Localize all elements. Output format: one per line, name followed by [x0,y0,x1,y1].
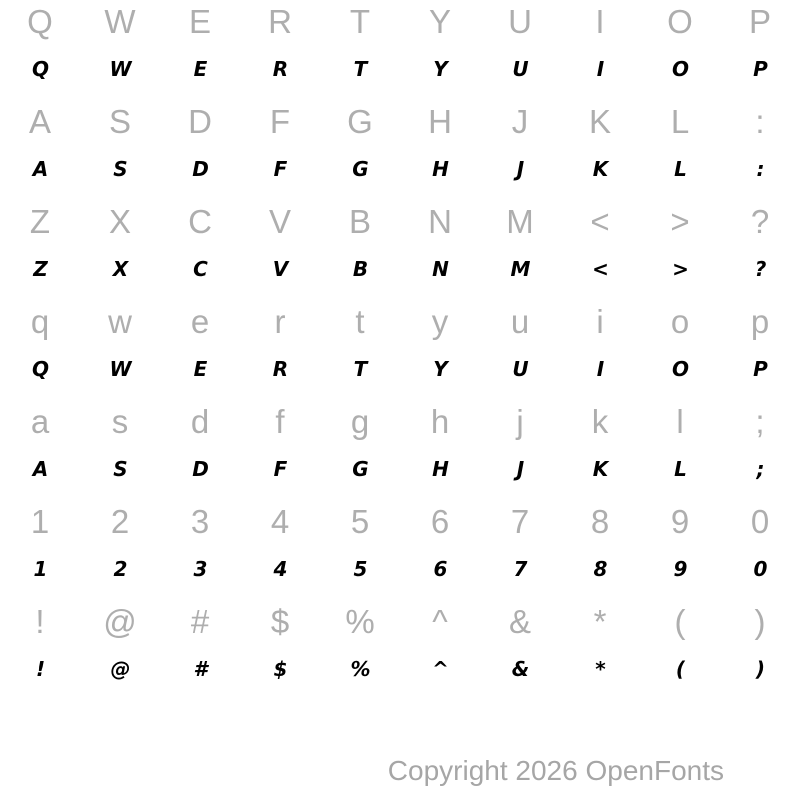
display-glyph-char: 3 [193,557,207,581]
display-glyph-char: L [674,157,686,181]
reference-row-digits [0,500,800,550]
reference-char: H [428,103,452,140]
reference-char: j [516,403,524,440]
display-glyph-char: R [272,357,288,381]
display-glyph-char: 1 [33,557,47,581]
reference-char: R [268,3,292,40]
reference-char: h [430,403,450,440]
display-glyph-char: * [595,657,605,681]
reference-char: I [595,3,605,40]
reference-row-lowercase-top [0,300,800,350]
reference-char: J [511,103,529,140]
display-glyph-char: S [113,157,127,181]
reference-char: 4 [270,503,290,540]
display-glyph-char: R [272,57,288,81]
reference-char: Z [29,203,51,240]
display-glyph-char: F [273,457,287,481]
reference-char: ) [754,603,766,640]
reference-row-uppercase-bottom [0,200,800,250]
display-glyph-char: 0 [753,557,767,581]
reference-char: > [670,203,690,240]
reference-char: V [268,203,291,240]
reference-char: # [190,603,210,640]
reference-char: P [748,3,771,40]
display-glyph-row-uppercase-top [0,50,800,100]
reference-char: 6 [430,503,450,540]
reference-char: y [431,303,449,340]
reference-char: ? [750,203,770,240]
display-glyph-char: & [511,657,529,681]
display-glyph-char: K [592,157,608,181]
reference-char: 5 [350,503,370,540]
display-glyph-char: Z [33,257,47,281]
reference-char: w [108,303,132,340]
display-glyph-char: # [193,657,207,681]
reference-char: Y [428,3,451,40]
reference-char: N [428,203,452,240]
display-glyph-char: @ [110,657,130,681]
display-glyph-char: Y [433,357,447,381]
reference-char: ^ [432,603,448,640]
display-glyph-row-lowercase-home [0,450,800,500]
display-glyph-char: T [353,57,367,81]
reference-char: f [275,403,285,440]
display-glyph-char: : [756,157,764,181]
display-glyph-char: > [672,257,688,281]
reference-char: O [667,3,693,40]
reference-char: p [750,303,770,340]
reference-char: L [670,103,690,140]
reference-char: X [108,203,131,240]
reference-char: o [670,303,690,340]
display-glyph-row-uppercase-home [0,150,800,200]
display-glyph-char: T [353,357,367,381]
display-glyph-char: % [350,657,370,681]
display-glyph-char: U [512,357,528,381]
display-glyph-char: D [192,457,208,481]
reference-char: s [111,403,129,440]
reference-char: % [345,603,375,640]
reference-row-lowercase-home [0,400,800,450]
display-glyph-char: O [671,57,688,81]
display-glyph-char: $ [273,657,287,681]
display-glyph-char: G [352,457,368,481]
display-glyph-char: ! [35,657,45,681]
display-glyph-char: X [112,257,128,281]
display-glyph-char: P [753,57,767,81]
reference-char: 2 [110,503,130,540]
display-glyph-char: Q [31,57,48,81]
display-glyph-char: O [671,357,688,381]
reference-char: S [108,103,131,140]
reference-char: T [349,3,371,40]
reference-char: q [30,303,50,340]
reference-char: Q [27,3,53,40]
display-glyph-char: Y [433,57,447,81]
reference-char: M [506,203,534,240]
display-glyph-char: Q [31,357,48,381]
display-glyph-char: ( [675,657,685,681]
reference-char: D [188,103,212,140]
display-glyph-char: M [510,257,530,281]
reference-char: ! [35,603,45,640]
display-glyph-char: J [516,157,524,181]
display-glyph-char: 6 [433,557,447,581]
reference-char: ; [755,403,765,440]
reference-char: 1 [30,503,50,540]
reference-char: G [347,103,373,140]
reference-char: K [588,103,611,140]
display-glyph-char: E [193,57,207,81]
display-glyph-char: 9 [673,557,687,581]
display-glyph-char: L [674,457,686,481]
reference-char: @ [103,603,137,640]
display-glyph-char: U [512,57,528,81]
display-glyph-char: E [193,357,207,381]
reference-char: a [30,403,50,440]
display-glyph-char: H [432,157,448,181]
reference-char: 8 [590,503,610,540]
display-glyph-char: F [273,157,287,181]
display-glyph-char: N [432,257,448,281]
reference-char: ( [674,603,686,640]
display-glyph-char: J [516,457,524,481]
reference-char: l [676,403,684,440]
display-glyph-char: W [109,57,131,81]
display-glyph-char: P [753,357,767,381]
display-glyph-char: ) [755,657,765,681]
display-glyph-row-digits [0,550,800,600]
display-glyph-char: 4 [273,557,287,581]
display-glyph-char: H [432,457,448,481]
reference-char: k [591,403,609,440]
reference-row-uppercase-home [0,100,800,150]
display-glyph-char: C [193,257,207,281]
display-glyph-char: S [113,457,127,481]
display-glyph-char: V [272,257,288,281]
display-glyph-char: D [192,157,208,181]
reference-char: $ [270,603,290,640]
display-glyph-char: ^ [432,657,448,681]
reference-char: 0 [750,503,770,540]
display-glyph-char: G [352,157,368,181]
reference-char: & [508,603,531,640]
display-glyph-row-lowercase-top [0,350,800,400]
display-glyph-char: ? [754,257,766,281]
reference-char: W [104,3,136,40]
display-glyph-char: 7 [513,557,527,581]
copyright-text: Copyright 2026 OpenFonts [387,755,724,786]
reference-char: * [593,603,607,640]
reference-char: : [755,103,765,140]
reference-row-uppercase-top [0,0,800,50]
display-glyph-char: I [596,57,604,81]
display-glyph-char: B [352,257,368,281]
reference-char: 3 [190,503,210,540]
reference-char: d [190,403,210,440]
display-glyph-char: I [596,357,604,381]
display-glyph-row-symbols [0,650,800,700]
reference-char: A [28,103,51,140]
display-glyph-char: < [592,257,608,281]
reference-char: E [188,3,211,40]
display-glyph-char: A [32,457,48,481]
display-glyph-char: W [109,357,131,381]
display-glyph-char: 8 [593,557,607,581]
display-glyph-char: 5 [353,557,367,581]
display-glyph-row-uppercase-bottom [0,250,800,300]
reference-char: u [510,303,530,340]
reference-char: < [590,203,610,240]
reference-row-symbols [0,600,800,650]
reference-char: g [350,403,370,440]
reference-char: C [188,203,212,240]
display-glyph-char: 2 [113,557,127,581]
reference-char: 9 [670,503,690,540]
reference-char: F [269,103,291,140]
reference-char: 7 [510,503,530,540]
display-glyph-char: ; [756,457,764,481]
reference-char: B [348,203,371,240]
reference-char: U [508,3,532,40]
reference-char: r [274,303,286,340]
reference-char: i [596,303,604,340]
display-glyph-char: K [592,457,608,481]
reference-char: e [190,303,210,340]
display-glyph-char: A [32,157,48,181]
reference-char: t [355,303,365,340]
